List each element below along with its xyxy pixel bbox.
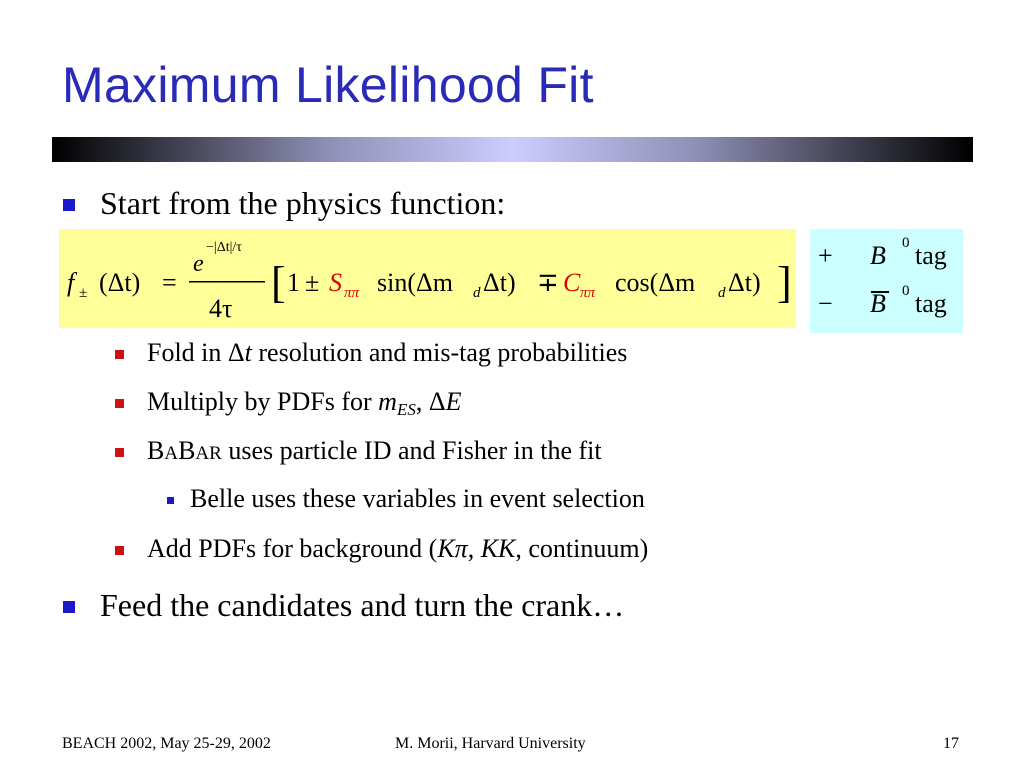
bullet-start-physics: Start from the physics function:	[100, 185, 506, 221]
sub-sub-bullet-icon	[167, 497, 174, 504]
eq-S: S	[329, 268, 342, 297]
eq-sin: sin(Δm	[377, 268, 453, 297]
bullet-square-icon	[63, 199, 75, 211]
sub-bullet-multiply: Multiply by PDFs for $m_{ES}$, ΔE	[147, 387, 462, 419]
eq-f: f	[67, 268, 75, 297]
eq-pm-sub: ±	[79, 285, 88, 301]
tag-bbar-symbol: B	[870, 289, 886, 318]
sub-bullet-icon	[115, 448, 124, 457]
eq-S-pipi: ππ	[344, 285, 360, 301]
slide-title: Maximum Likelihood Fit	[62, 57, 594, 113]
footer-author: M. Morii, Harvard University	[395, 735, 586, 752]
eq-sin-d: d	[473, 285, 481, 301]
eq-cos-dt: Δt)	[728, 268, 761, 297]
sub-bullet-icon	[115, 546, 124, 555]
eq-cos: cos(Δm	[615, 268, 696, 297]
minus-sign: −	[818, 289, 833, 318]
tag-legend-box	[810, 229, 963, 333]
bullet-square-icon	[63, 601, 75, 613]
eq-cos-d: d	[718, 285, 726, 301]
plus-sign: +	[818, 241, 833, 270]
tag-row-b0	[810, 235, 963, 281]
eq-C: C	[563, 268, 581, 297]
eq-C-pipi: ππ	[580, 285, 596, 301]
sub-sub-bullet-belle: Belle uses these variables in event selection	[190, 484, 645, 513]
bullet-feed-candidates: Feed the candidates and turn the crank…	[100, 587, 625, 623]
title-underline-bar	[52, 137, 973, 162]
eq-mp: ∓	[537, 268, 559, 297]
sub-bullet-add-pdfs: Add PDFs for background (Kπ, KK, continuum)	[147, 534, 649, 563]
sub-bullet-icon	[115, 350, 124, 359]
tag-row-b0bar	[810, 283, 963, 329]
sub-bullet-babar: BABAR uses particle ID and Fisher in the fit	[147, 436, 602, 465]
eq-bracket-left: [	[271, 258, 286, 307]
eq-bracket-right: ]	[777, 258, 792, 307]
tag-word: tag	[915, 289, 947, 318]
eq-numer-e: e	[193, 251, 204, 277]
eq-numer-exp: −|Δt|/τ	[206, 240, 242, 255]
physics-equation	[59, 229, 796, 328]
tag-b-symbol: B	[870, 241, 886, 270]
tag-bbar-superscript: 0	[902, 283, 910, 299]
tag-b-superscript: 0	[902, 235, 910, 251]
eq-pm: ±	[305, 268, 320, 297]
footer-page-number: 17	[943, 735, 959, 752]
sub-bullet-fold-in: Fold in Δt resolution and mis-tag probabilities	[147, 338, 628, 367]
sub-bullet-icon	[115, 399, 124, 408]
eq-equals: =	[162, 268, 177, 297]
eq-sin-dt: Δt)	[483, 268, 516, 297]
tag-word: tag	[915, 241, 947, 270]
physics-equation-box	[59, 229, 796, 328]
eq-fraction-line	[189, 281, 265, 283]
footer-conference: BEACH 2002, May 25-29, 2002	[62, 735, 271, 752]
eq-arg: (Δt)	[99, 268, 141, 297]
eq-denom: 4τ	[209, 294, 233, 323]
eq-one: 1	[287, 268, 300, 297]
